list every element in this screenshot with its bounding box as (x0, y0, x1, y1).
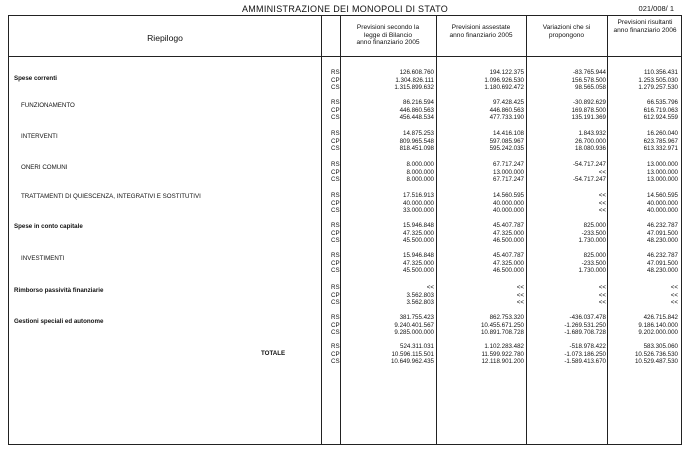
cell-legge-bilancio: 524.311.031 10.596.115.501 10.649.962.435 (390, 343, 434, 365)
row-label: Spese in conto capitale (14, 223, 83, 230)
header-previsioni-assestate: Previsioni assestate anno finanziario 2005 (449, 24, 513, 39)
cell-legge-bilancio: 17.516.913 40.000.000 33.000.000 (403, 192, 434, 214)
row-label: FUNZIONAMENTO (21, 102, 75, 109)
cell-legge-bilancio: 15.946.848 47.325.000 45.500.000 (403, 222, 434, 244)
row-label: INTERVENTI (21, 133, 58, 140)
cell-previsioni-assestate: 45.407.787 47.325.000 46.500.000 (493, 252, 524, 274)
row-codes: RS CP CS (331, 99, 340, 121)
cell-variazioni: -83.765.944 156.578.500 98.565.058 (571, 69, 606, 91)
page-reference: 021/008/ 1 (638, 4, 674, 13)
row-codes: RS CP CS (331, 222, 340, 244)
cell-variazioni: -30.892.629 169.878.500 135.191.369 (571, 99, 606, 121)
cell-previsioni-assestate: 14.416.108 597.085.967 595.242.035 (489, 130, 524, 152)
cell-previsioni-assestate: 14.560.595 40.000.000 40.000.000 (493, 192, 524, 214)
cell-legge-bilancio: 14.875.253 809.965.548 818.451.098 (399, 130, 434, 152)
cell-variazioni: -518.978.422 -1.073.186.250 -1.589.413.670 (564, 343, 606, 365)
cell-previsioni-risultanti: 66.535.796 616.719.063 612.924.559 (643, 99, 678, 121)
cell-legge-bilancio: 86.216.594 446.860.563 456.448.534 (399, 99, 434, 121)
cell-previsioni-assestate: 1.102.283.482 11.599.922.780 12.118.901.200 (481, 343, 524, 365)
header-divider (9, 56, 681, 57)
row-label-total: TOTALE (261, 350, 286, 357)
cell-legge-bilancio: << 3.562.803 3.562.803 (406, 284, 434, 306)
row-codes: RS CP CS (331, 284, 340, 306)
cell-previsioni-assestate: 194.122.375 1.096.926.530 1.180.692.472 (484, 69, 524, 91)
row-codes: RS CP CS (331, 343, 340, 365)
cell-variazioni: << << << (598, 284, 606, 306)
cell-previsioni-risultanti: 110.356.431 1.253.505.030 1.279.257.530 (638, 69, 678, 91)
header-legge-bilancio: Previsioni secondo la legge di Bilancio anno finanziario 2005 (356, 24, 420, 46)
cell-previsioni-risultanti: 426.715.842 9.186.140.000 9.202.000.000 (638, 314, 678, 336)
row-codes: RS CP CS (331, 69, 340, 91)
row-codes: RS CP CS (331, 130, 340, 152)
row-codes: RS CP CS (331, 252, 340, 274)
cell-legge-bilancio: 15.946.848 47.325.000 45.500.000 (403, 252, 434, 274)
cell-previsioni-assestate: 67.717.247 13.000.000 67.717.247 (493, 161, 524, 183)
cell-previsioni-assestate: 45.407.787 47.325.000 46.500.000 (493, 222, 524, 244)
cell-variazioni: 825.000 -233.500 1.730.000 (578, 222, 606, 244)
row-label: INVESTIMENTI (21, 255, 65, 262)
cell-legge-bilancio: 126.608.760 1.304.826.111 1.315.899.632 (394, 69, 434, 91)
cell-previsioni-risultanti: 46.232.787 47.091.500 48.230.000 (647, 222, 678, 244)
cell-previsioni-risultanti: << << << (670, 284, 678, 306)
cell-variazioni: -54.717.247 << -54.717.247 (572, 161, 606, 183)
cell-previsioni-risultanti: 583.305.060 10.526.736.530 10.529.487.530 (634, 343, 678, 365)
row-codes: RS CP CS (331, 161, 340, 183)
summary-table (8, 15, 682, 445)
column-divider (526, 16, 527, 444)
header-riepilogo: Riepilogo (147, 33, 183, 43)
cell-previsioni-assestate: << << << (516, 284, 524, 306)
row-label: Gestioni speciali ed autonome (14, 318, 104, 325)
column-divider (340, 16, 341, 444)
cell-legge-bilancio: 8.000.000 8.000.000 8.000.000 (406, 161, 434, 183)
column-divider (321, 16, 322, 444)
row-codes: RS CP CS (331, 192, 340, 214)
cell-variazioni: 1.843.932 26.700.000 18.080.936 (575, 130, 606, 152)
cell-variazioni: 825.000 -233.500 1.730.000 (578, 252, 606, 274)
row-label: ONERI COMUNI (21, 164, 68, 171)
cell-variazioni: << << << (598, 192, 606, 214)
cell-previsioni-risultanti: 13.000.000 13.000.000 13.000.000 (647, 161, 678, 183)
cell-previsioni-risultanti: 46.232.787 47.091.500 48.230.000 (647, 252, 678, 274)
cell-legge-bilancio: 381.755.423 9.240.401.567 9.285.000.000 (394, 314, 434, 336)
header-variazioni: Variazioni che si propongono (542, 24, 591, 39)
cell-previsioni-risultanti: 16.260.040 623.785.967 613.332.971 (643, 130, 678, 152)
row-codes: RS CP CS (331, 314, 340, 336)
cell-previsioni-assestate: 862.753.320 10.455.671.250 10.891.708.728 (480, 314, 524, 336)
cell-previsioni-assestate: 97.428.425 446.860.563 477.733.190 (489, 99, 524, 121)
cell-previsioni-risultanti: 14.560.595 40.000.000 40.000.000 (647, 192, 678, 214)
page-title: AMMINISTRAZIONE DEI MONOPOLI DI STATO (241, 4, 449, 14)
row-label: Rimborso passività finanziarie (14, 287, 104, 294)
row-label: Spese correnti (14, 75, 57, 82)
row-label: TRATTAMENTI DI QUIESCENZA, INTEGRATIVI E SOSTITUTIVI (21, 193, 201, 200)
cell-variazioni: -436.037.478 -1.269.531.250 -1.689.708.728 (564, 314, 606, 336)
header-previsioni-risultanti: Previsioni risultanti anno finanziario 2006 (613, 19, 677, 34)
